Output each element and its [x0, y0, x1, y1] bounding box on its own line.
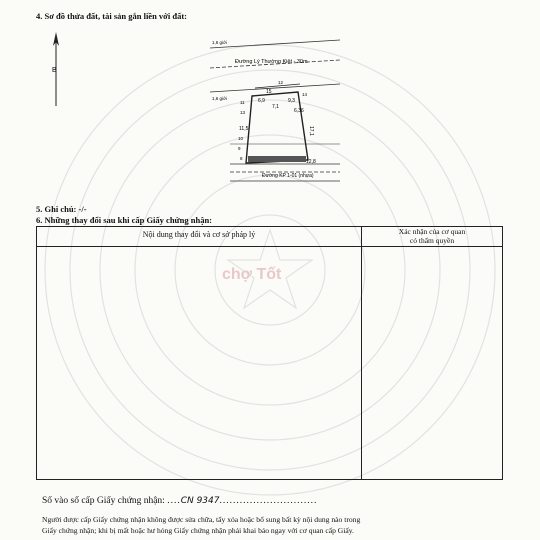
table-header-divider	[37, 246, 502, 247]
boundary-mark: 12	[278, 80, 284, 85]
parcel-hatch	[248, 156, 306, 162]
bottom-width: 12,8	[306, 159, 316, 165]
north-arrow-icon	[52, 32, 59, 106]
top-lot-right: 9,3	[288, 98, 295, 104]
section-6-title: 6. Những thay đổi sau khi cấp Giấy chứng nhận:	[36, 215, 213, 225]
label-center-top: 7,1	[272, 104, 279, 110]
boundary-mark: 11	[240, 100, 245, 105]
boundary-mark: 14	[302, 92, 308, 97]
col2-header-line1: Xác nhận của cơ quan	[398, 227, 466, 236]
boundary-mark: 13	[240, 110, 246, 115]
side-length-left: 11,5	[239, 126, 249, 132]
lot-label: 15	[266, 89, 272, 95]
boundary-mark: 9	[238, 146, 241, 151]
boundary-mark: 10	[238, 136, 244, 141]
registry-number: CN 9347	[180, 496, 220, 506]
north-label: B	[52, 67, 57, 74]
top-lot-left: 6,9	[258, 98, 265, 104]
boundary-mark: 8	[240, 156, 243, 161]
land-plot-diagram	[40, 26, 340, 201]
registry-label: Số vào sổ cấp Giấy chứng nhận:	[42, 496, 165, 506]
table-column-divider	[361, 227, 362, 479]
notice-line-1: Người được cấp Giấy chứng nhận không được sửa chữa, tẩy xóa hoặc bổ sung bất kỳ nội dung nào trong	[42, 515, 361, 524]
street-top-label: Đường Lý Thường Kiệt - 30m	[235, 59, 308, 65]
col1-header: Nội dung thay đổi và cơ sở pháp lý	[142, 230, 256, 239]
road-width-lower: 1,6 giới	[212, 96, 227, 101]
lot-width-top: 6,36	[294, 108, 304, 114]
section-4-title: 4. Sơ đồ thửa đất, tài sản gắn liền với đất:	[36, 11, 188, 21]
notice-text	[42, 514, 512, 536]
registry-dots: ....	[167, 496, 181, 506]
road-width-top: 1,6 giới	[212, 40, 227, 45]
changes-table	[36, 226, 503, 480]
col2-header-line2: có thẩm quyền	[409, 236, 455, 245]
top-road	[210, 40, 340, 101]
street-bottom-label: Đường KP 1-01 (nhựa)	[262, 173, 314, 179]
registry-line	[42, 496, 317, 506]
col2-header	[362, 227, 502, 245]
side-length-right: 17,1	[308, 126, 314, 136]
registry-dots-trailing: .............................	[219, 496, 318, 506]
section-5-title: 5. Ghi chú: -/-	[36, 204, 87, 214]
notice-line-2: Giấy chứng nhận; khi bị mất hoặc hư hỏng Giấy chứng nhận phải khai báo ngay với cơ quan cấp Giấy.	[42, 526, 354, 535]
watermark-logo: chợ Tốt	[222, 266, 282, 283]
